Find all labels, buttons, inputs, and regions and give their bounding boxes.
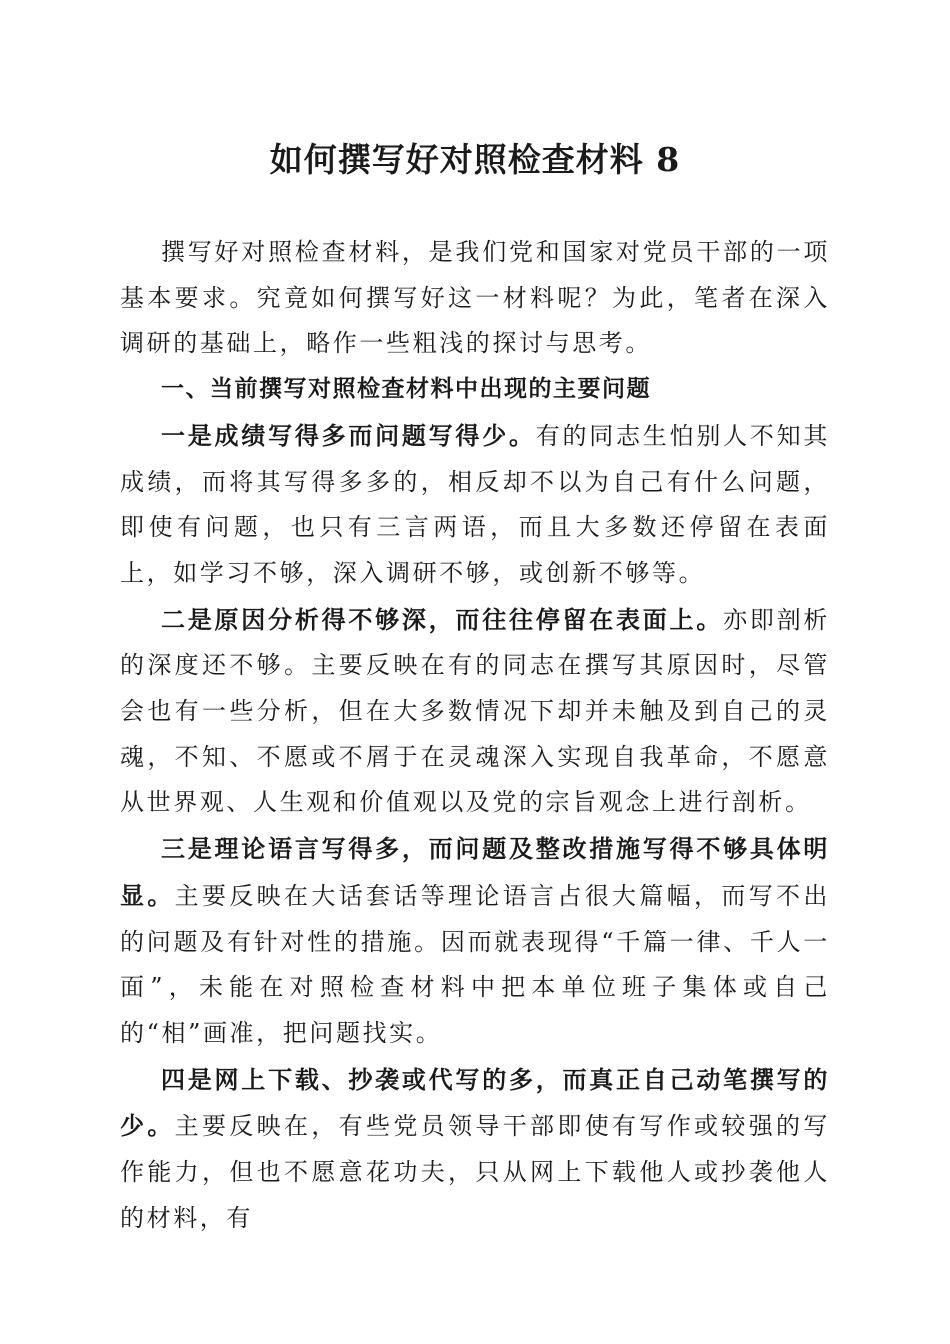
problem-4-body: 主要反映在，有些党员领导干部即使有写作或较强的写作能力，但也不愿意花功夫，只从网上下载他人或抄袭他人的材料，有 <box>120 1112 830 1232</box>
document-title: 如何撰写好对照检查材料 8 <box>269 140 681 179</box>
problem-3-body: 主要反映在大话套话等理论语言占很大篇幅，而写不出的问题及有针对性的措施。因而就表现得“千篇一律、千人一面”，未能在对照检查材料中把本单位班子集体或自己的“相”画准，把问题找实。 <box>120 881 830 1047</box>
intro-paragraph: 撰写好对照检查材料，是我们党和国家对党员干部的一项基本要求。究竟如何撰写好这一材料呢？为此，笔者在深入调研的基础上，略作一些粗浅的探讨与思考。 <box>120 238 830 358</box>
problem-2-lead: 二是原因分析得不够深，而往往停留在表面上。 <box>161 604 724 634</box>
problem-paragraph-4 <box>120 1057 830 1242</box>
problem-paragraph-3 <box>120 826 830 1057</box>
problem-3-lead: 三是理论语言写得多，而问题及整改措施写得不够具体明显。 <box>120 834 830 910</box>
section-heading: 一、当前撰写对照检查材料中出现的主要问题 <box>161 376 651 403</box>
problem-2-body: 亦即剖析的深度还不够。主要反映在有的同志在撰写其原因时，尽管会也有一些分析，但在大多数情况下却并未触及到自己的灵魂，不知、不愿或不屑于在灵魂深入实现自我革命，不愿意从世界观、人生观和价值观以及党的宗旨观念上进行剖析。 <box>120 605 830 817</box>
document-body <box>120 230 830 1241</box>
problem-1-lead: 一是成绩写得多而问题写得少。 <box>161 420 536 450</box>
problem-4-lead: 四是网上下载、抄袭或代写的多，而真正自己动笔撰写的少。 <box>120 1064 830 1141</box>
problem-paragraph-2 <box>120 597 830 827</box>
problem-1-body: 有的同志生怕别人不知其成绩，而将其写得多多的，相反却不以为自己有什么问题，即使有问题，也只有三言两语，而且大多数还停留在表面上，如学习不够，深入调研不够，或创新不够等。 <box>120 421 830 587</box>
problem-paragraph-1 <box>120 413 830 597</box>
